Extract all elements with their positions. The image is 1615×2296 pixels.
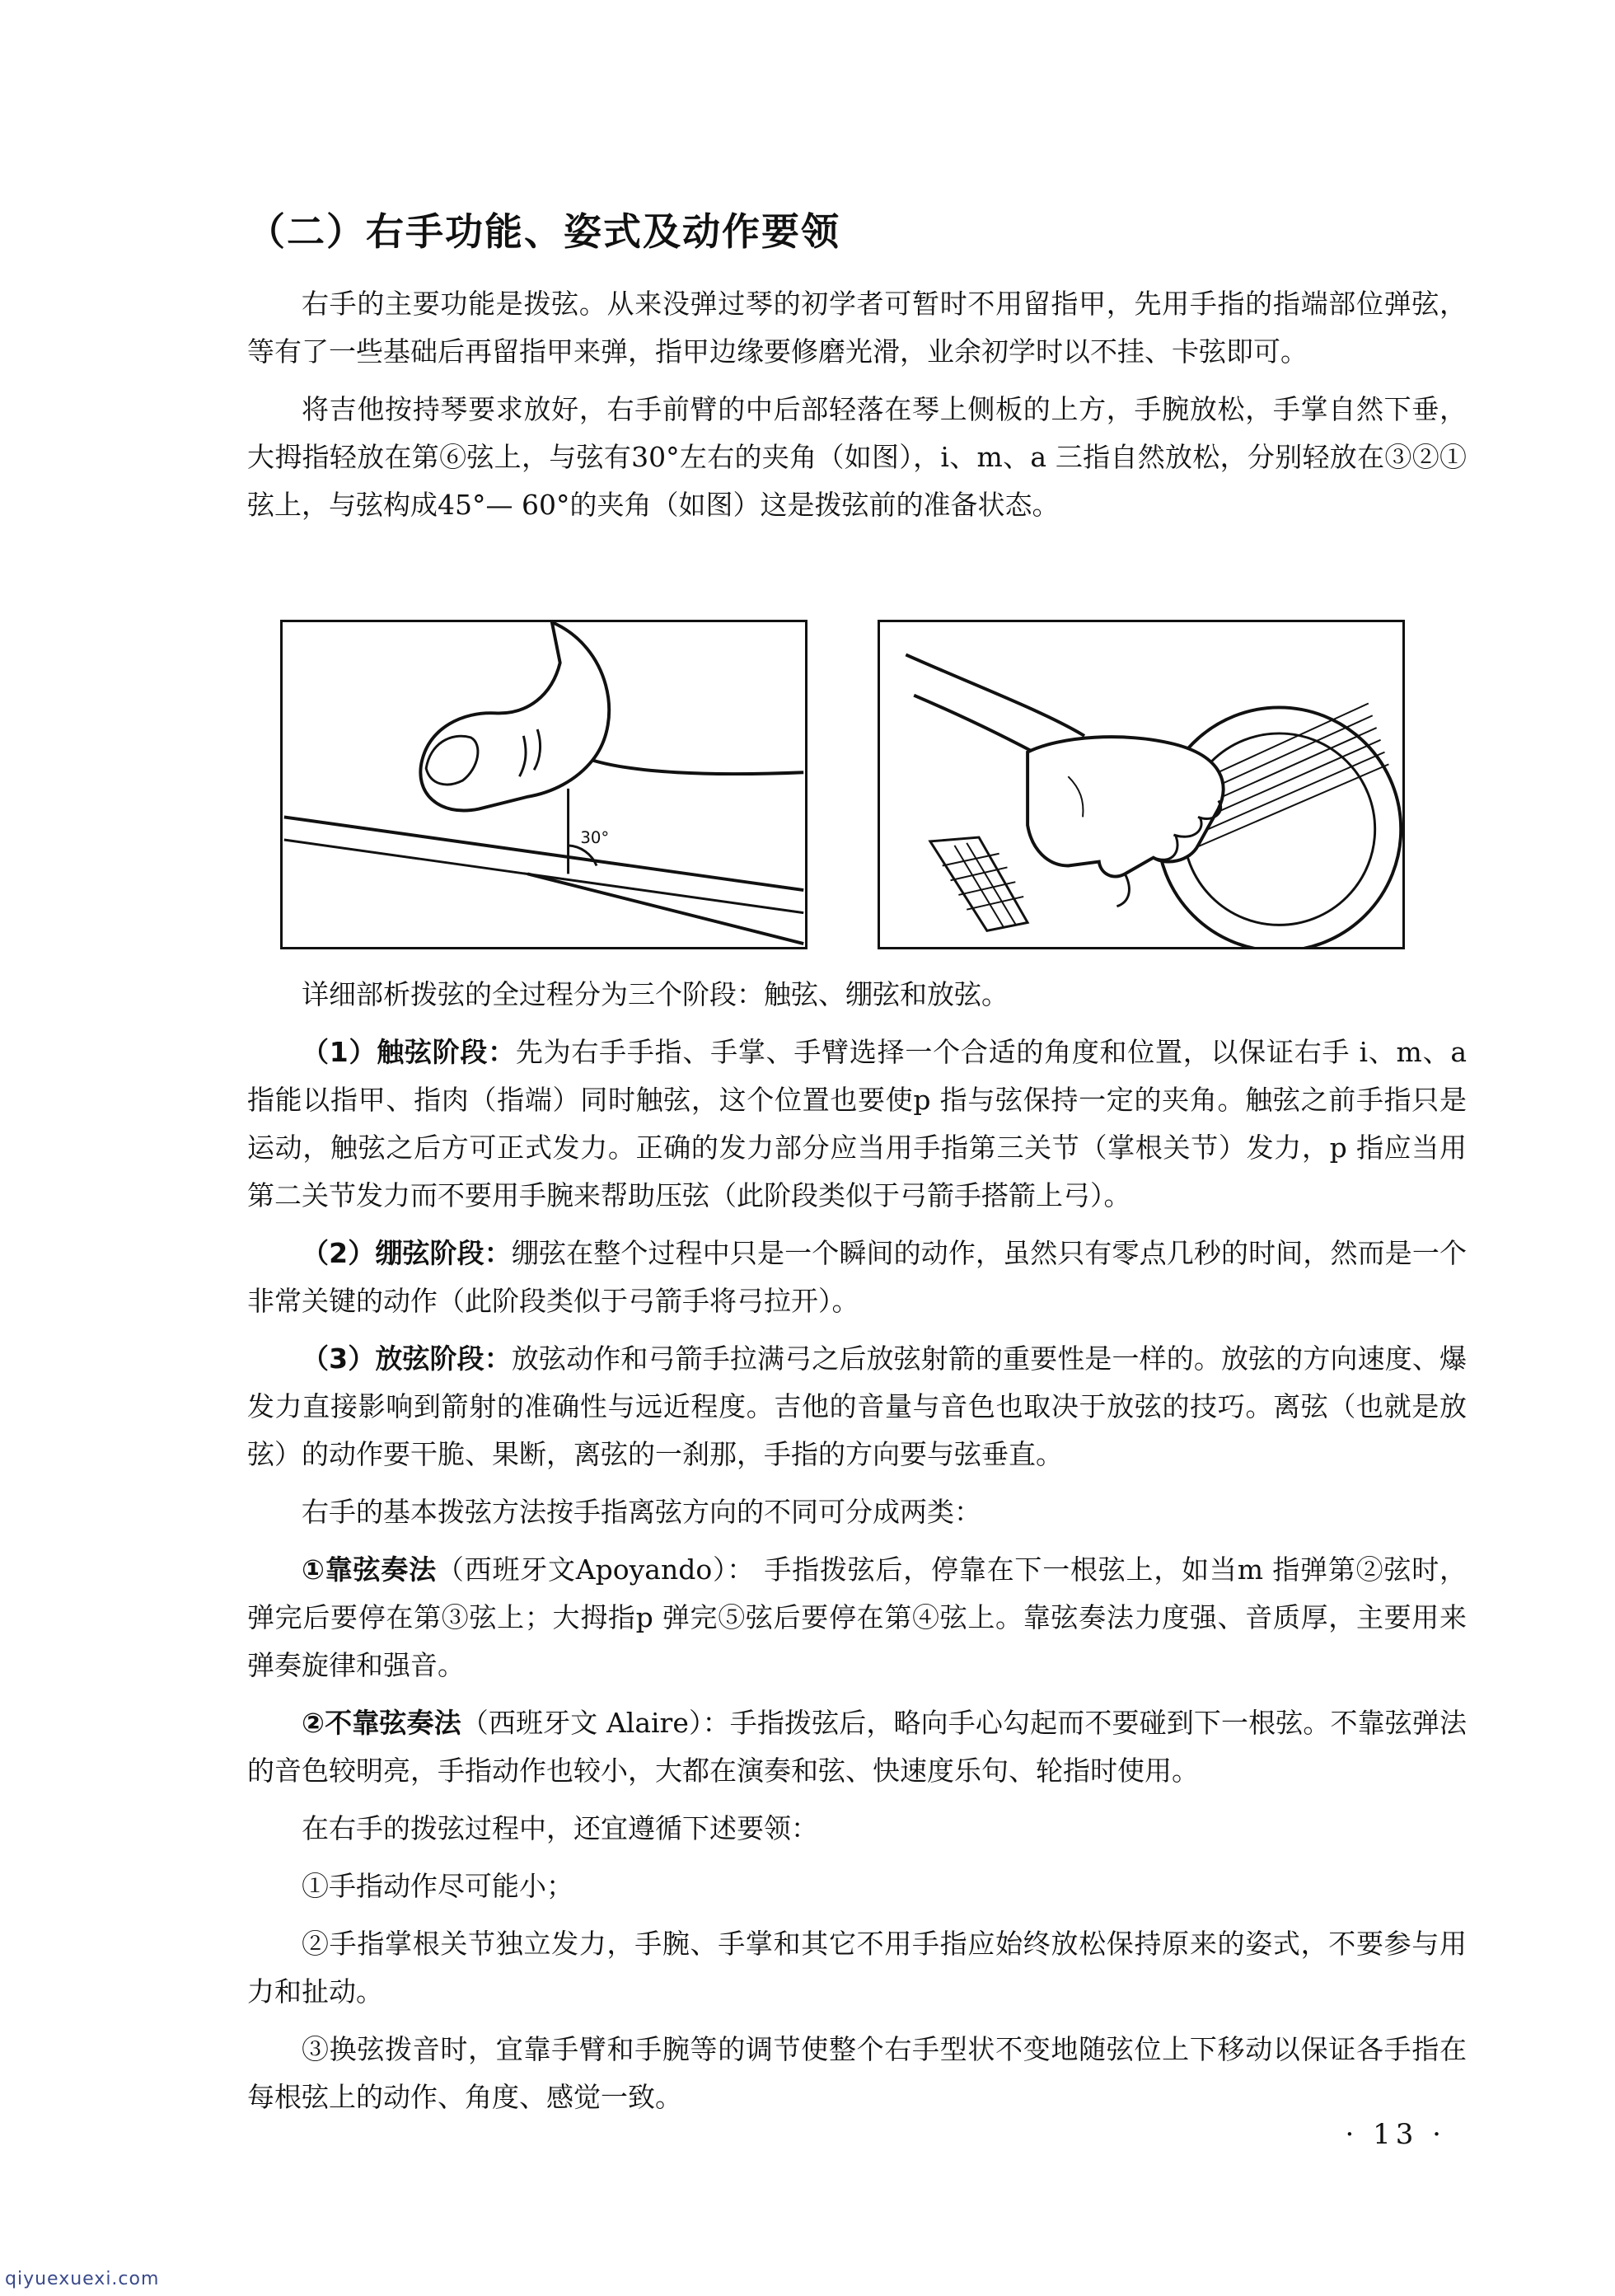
stage-1-label: （1）触弦阶段：: [302, 1036, 516, 1068]
intro-paragraph-1: 右手的主要功能是拨弦。从来没弹过琴的初学者可暂时不用留指甲，先用手指的指端部位弹弦，等有了一些基础后再留指甲来弹，指甲边缘要修磨光滑，业余初学时以不挂、卡弦即可。: [247, 288, 1467, 368]
tip-1: ①手指动作尽可能小；: [302, 1870, 573, 1902]
tip-2: ②手指掌根关节独立发力，手腕、手掌和其它不用手指应始终放松保持原来的姿式，不要参与用力和扯动。: [247, 1928, 1467, 2008]
method-1-paragraph: [247, 1546, 1467, 1689]
method-2-paragraph: [247, 1699, 1467, 1795]
figure-thumb-angle: [280, 620, 808, 949]
stage-3-paragraph: [247, 1335, 1467, 1478]
figure-hand-on-guitar: [878, 620, 1405, 949]
intro-paragraph-2: 将吉他按持琴要求放好，右手前臂的中后部轻落在琴上侧板的上方，手腕放松，手掌自然下垂，大拇指轻放在第⑥弦上，与弦有30°左右的夹角（如图），i、m、a 三指自然放松，分别轻放在③②①弦上，与弦构成45°— 60°的夹角（如图）这是拨弦前的准备状态。: [247, 393, 1467, 521]
method-2-label: ②不靠弦奏法: [302, 1707, 461, 1739]
thumb-illustration: [283, 622, 805, 947]
tip-3: ③换弦拨音时，宜靠手臂和手腕等的调节使整个右手型状不变地随弦位上下移动以保证各手指在每根弦上的动作、角度、感觉一致。: [247, 2033, 1467, 2113]
method-2-text: （西班牙文 Alaire）：手指拨弦后，略向手心勾起而不要碰到下一根弦。不靠弦弹法的音色较明亮，手指动作也较小，大都在演奏和弦、快速度乐句、轮指时使用。: [247, 1707, 1467, 1787]
methods-intro: 右手的基本拨弦方法按手指离弦方向的不同可分成两类：: [302, 1496, 981, 1528]
tips-intro: 在右手的拨弦过程中，还宜遵循下述要领：: [302, 1812, 818, 1844]
stages-intro: 详细部析拨弦的全过程分为三个阶段：触弦、绷弦和放弦。: [302, 978, 1009, 1010]
stage-1-text: 先为右手手指、手掌、手臂选择一个合适的角度和位置，以保证右手 i、m、a 指能以指甲、指肉（指端）同时触弦，这个位置也要使p 指与弦保持一定的夹角。触弦之前手指只是运动，触弦之后方可正式发力。正确的发力部分应当用手指第三关节（掌根关节）发力，p 指应当用第二关节发力而不要用手腕来帮助压弦（此阶段类似于弓箭手搭箭上弓）。: [247, 1036, 1467, 1211]
method-1-text: （西班牙文Apoyando）： 手指拨弦后，停靠在下一根弦上，如当m 指弹第②弦时，弹完后要停在第③弦上；大拇指p 弹完⑤弦后要停在第④弦上。靠弦奏法力度强、音质厚，主要用来弹奏旋律和强音。: [247, 1553, 1467, 1681]
stage-3-text: 放弦动作和弓箭手拉满弓之后放弦射箭的重要性是一样的。放弦的方向速度、爆发力直接影响到箭射的准确性与远近程度。吉他的音量与音色也取决于放弦的技巧。离弦（也就是放弦）的动作要干脆、果断，离弦的一刹那，手指的方向要与弦垂直。: [247, 1342, 1467, 1470]
method-1-label: ①靠弦奏法: [302, 1553, 437, 1586]
section-heading: （二）右手功能、姿式及动作要领: [247, 209, 840, 254]
stage-3-label: （3）放弦阶段：: [302, 1342, 512, 1375]
stages-block: [247, 971, 1467, 2131]
watermark: qiyuexuexi.com: [5, 2269, 160, 2289]
stage-2-text: 绷弦在整个过程中只是一个瞬间的动作，虽然只有零点几秒的时间，然而是一个非常关键的动作（此阶段类似于弓箭手将弓拉开）。: [247, 1237, 1467, 1317]
intro-block: [247, 280, 1467, 539]
stage-2-paragraph: [247, 1230, 1467, 1325]
hand-guitar-illustration: [880, 622, 1402, 947]
stage-2-label: （2）绷弦阶段：: [302, 1237, 512, 1269]
angle-label: 30°: [580, 827, 610, 847]
stage-1-paragraph: [247, 1029, 1467, 1220]
page-number: · 13 ·: [1345, 2118, 1446, 2151]
